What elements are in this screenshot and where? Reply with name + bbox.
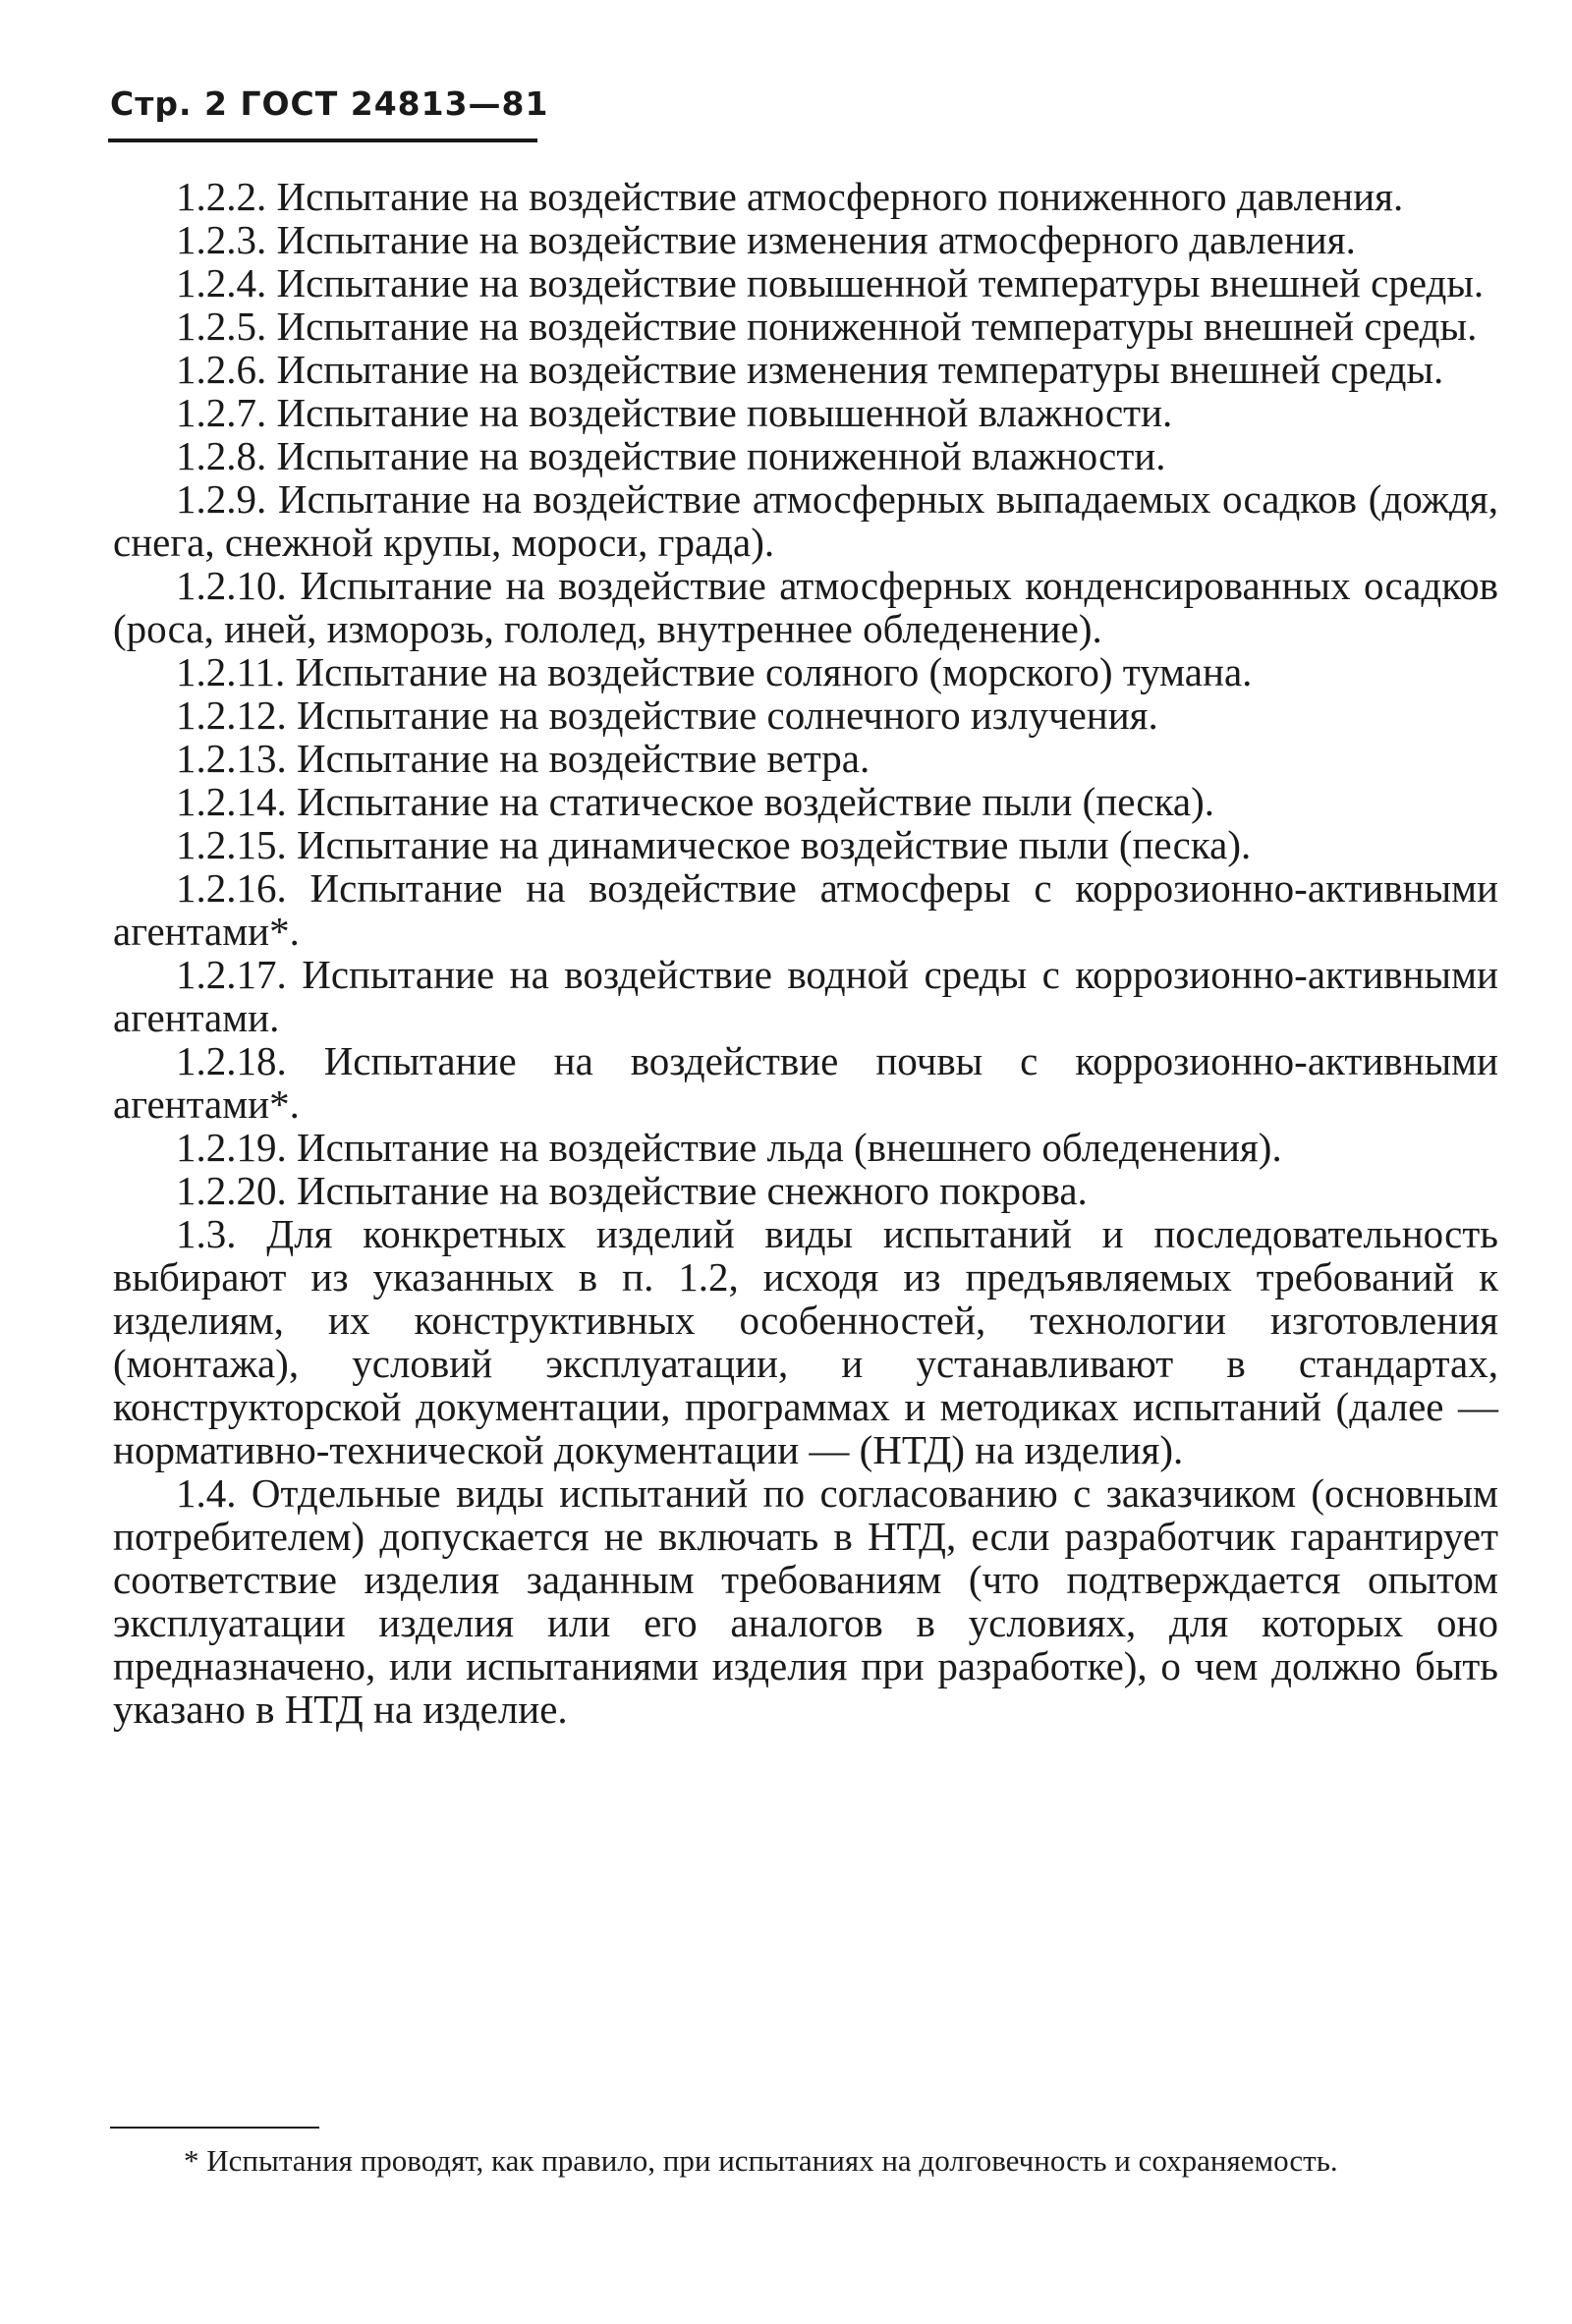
clause-1-2-15: 1.2.15. Испытание на динамическое воздействие пыли (песка).	[176, 822, 1252, 867]
clause-1-2-12: 1.2.12. Испытание на воздействие солнечного излучения.	[176, 692, 1158, 738]
clause-1-2-4: 1.2.4. Испытание на воздействие повышенной температуры внешней среды.	[176, 260, 1485, 305]
clause-1-2-17: 1.2.17. Испытание на воздействие водной среды с коррозионно-активными агентами.	[113, 952, 1498, 1040]
clause-1-2-16: 1.2.16. Испытание на воздействие атмосферы с коррозионно-активными агентами*.	[113, 865, 1498, 954]
clause-1-4: 1.4. Отдельные виды испытаний по согласованию с заказчиком (основным потребителем) допускается не включать в НТД, если разработчик гарантирует соответствие изделия заданным требованиям (что подтверждается опытом эксплуатации изделия или его аналогов в условиях, для которых оно предназначено, или испытаниями изделия при разработке), о чем должно быть указано в НТД на изделие.	[113, 1470, 1498, 1732]
clause-1-2-6: 1.2.6. Испытание на воздействие изменения температуры внешней среды.	[176, 347, 1444, 392]
clause-1-2-7: 1.2.7. Испытание на воздействие повышенной влажности.	[176, 390, 1173, 435]
clause-1-2-3: 1.2.3. Испытание на воздействие изменения атмосферного давления.	[176, 217, 1356, 262]
body-text	[113, 175, 1498, 1731]
clause-1-2-9: 1.2.9. Испытание на воздействие атмосферных выпадаемых осадков (дождя, снега, снежной крупы, мороси, града).	[113, 476, 1498, 565]
clause-1-2-5: 1.2.5. Испытание на воздействие пониженной температуры внешней среды.	[176, 304, 1478, 349]
clause-1-2-8: 1.2.8. Испытание на воздействие пониженной влажности.	[176, 433, 1166, 478]
clause-1-2-19: 1.2.19. Испытание на воздействие льда (внешнего обледенения).	[176, 1125, 1282, 1170]
header-rule	[108, 138, 537, 142]
clause-1-2-18: 1.2.18. Испытание на воздействие почвы с коррозионно-активными агентами*.	[113, 1038, 1498, 1127]
clause-1-2-2: 1.2.2. Испытание на воздействие атмосферного пониженного давления.	[176, 174, 1404, 219]
clause-1-2-20: 1.2.20. Испытание на воздействие снежного покрова.	[176, 1168, 1088, 1213]
clause-1-2-13: 1.2.13. Испытание на воздействие ветра.	[176, 736, 870, 781]
clause-1-2-14: 1.2.14. Испытание на статическое воздействие пыли (песка).	[176, 779, 1215, 824]
footnote: * Испытания проводят, как правило, при испытаниях на долговечность и сохраняемость.	[184, 2143, 1338, 2178]
clause-1-3: 1.3. Для конкретных изделий виды испытаний и последовательность выбирают из указанных в п. 1.2, исходя из предъявляемых требований к изделиям, их конструктивных особенностей, технологии изготовления (монтажа), условий эксплуатации, и устанавливают в стандартах, конструкторской документации, программах и методиках испытаний (далее — нормативно-технической документации — (НТД) на изделия).	[113, 1211, 1498, 1472]
footnote-rule	[110, 2127, 319, 2129]
clause-1-2-10: 1.2.10. Испытание на воздействие атмосферных конденсированных осадков (роса, иней, изморозь, гололед, внутреннее обледенение).	[113, 563, 1498, 651]
page-header: Стр. 2 ГОСТ 24813—81	[110, 84, 549, 123]
clause-1-2-11: 1.2.11. Испытание на воздействие соляного (морского) тумана.	[176, 649, 1253, 694]
